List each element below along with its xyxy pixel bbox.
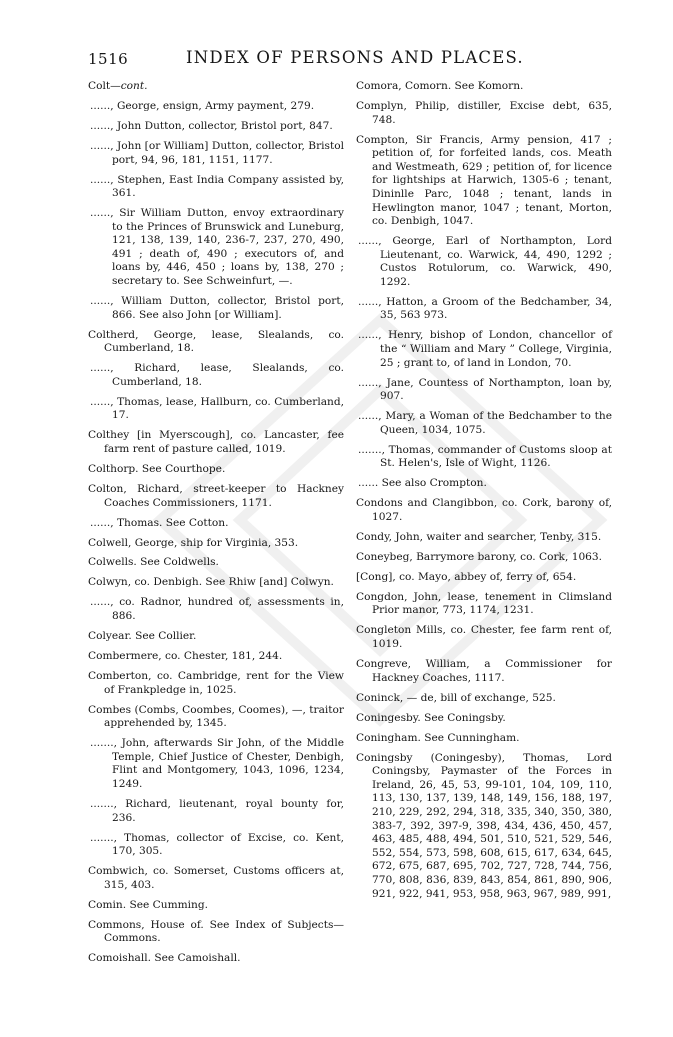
index-entry xyxy=(88,329,344,356)
index-entry xyxy=(88,362,344,389)
index-entry-text: Compton, Sir Francis, Army pension, 417 ; petition of, for forfeited lands, cos. Meath and Westmeath, 629 ; petition of, for licence for lightships at Harwich, 1305-6 ; tenant, Dininlle Parc, 1048 ; tenant, lands in Hewlington manor, 1047 ; tenant, Morton, co. Denbigh, 1047. xyxy=(356,133,612,228)
index-entry-text: ...... See also Crompton. xyxy=(358,477,487,490)
index-entry xyxy=(88,483,344,510)
index-entry xyxy=(356,712,612,726)
index-entry xyxy=(88,737,344,791)
index-entry xyxy=(88,80,344,94)
index-entry xyxy=(88,650,344,664)
index-entry xyxy=(88,537,344,551)
index-entry xyxy=(356,752,612,902)
index-entry-text: Coneybeg, Barrymore barony, co. Cork, 1063. xyxy=(356,550,603,563)
index-entry-text: ......, John [or William] Dutton, collector, Bristol port, 94, 96, 181, 1151, 1177. xyxy=(90,139,344,166)
index-entry xyxy=(356,444,612,471)
index-entry xyxy=(356,692,612,706)
index-entry-text: Combermere, co. Chester, 181, 244. xyxy=(88,650,283,663)
index-entry-text: Coningham. See Cunningham. xyxy=(356,731,520,744)
index-entry-text: Comberton, co. Cambridge, rent for the View of Frankpledge in, 1025. xyxy=(88,670,344,696)
index-entry xyxy=(356,497,612,524)
index-entry-text: [Cong], co. Mayo, abbey of, ferry of, 654. xyxy=(356,570,577,583)
index-entry xyxy=(88,295,344,322)
index-entry xyxy=(88,396,344,423)
index-entry xyxy=(356,80,612,94)
index-entry-text: Coninck, — de, bill of exchange, 525. xyxy=(356,691,556,704)
index-entry xyxy=(356,531,612,545)
index-entry-text: Combwich, co. Somerset, Customs officers at, 315, 403. xyxy=(88,865,344,891)
index-entry-text: Combes (Combs, Coombes, Coomes), —, traitor apprehended by, 1345. xyxy=(88,703,344,730)
index-entry-text: ......., Thomas, commander of Customs sloop at St. Helen's, Isle of Wight, 1126. xyxy=(358,443,612,470)
index-entry xyxy=(356,134,612,229)
index-entry-text: Colwyn, co. Denbigh. See Rhiw [and] Colwyn. xyxy=(88,576,334,589)
page-number: 1516 xyxy=(88,50,129,68)
index-entry-text: Colton, Richard, street-keeper to Hackney Coaches Commissioners, 1171. xyxy=(88,482,344,509)
index-entry-text: Condons and Clangibbon, co. Cork, barony of, 1027. xyxy=(356,497,612,523)
index-entry-text: Colthorp. See Courthope. xyxy=(88,462,226,475)
index-entry-text: Coningesby. See Coningsby. xyxy=(356,711,506,724)
index-entry xyxy=(88,517,344,531)
index-entry xyxy=(356,410,612,437)
index-entry-text: Congleton Mills, co. Chester, fee farm rent of, 1019. xyxy=(356,624,612,651)
index-entry xyxy=(356,658,612,685)
index-entry xyxy=(88,865,344,892)
index-entry xyxy=(88,704,344,731)
index-entry-text: Congreve, William, a Commissioner for Hackney Coaches, 1117. xyxy=(356,658,612,684)
index-entry xyxy=(88,100,344,114)
index-entry-text: Comora, Comorn. See Komorn. xyxy=(356,80,524,92)
index-entry-text: ......, Henry, bishop of London, chancellor of the “ William and Mary ” College, Virginia, 25 ; grant to, of land in London, 70. xyxy=(358,329,612,369)
index-entry-text: ......., Richard, lieutenant, royal bounty for, 236. xyxy=(90,797,344,824)
left-column xyxy=(88,80,344,972)
index-entry-text: Coningsby (Coningesby), Thomas, Lord Coningsby, Paymaster of the Forces in Ireland, 26, 45, 53, 99-101, 104, 109, 110, 113, 130, 137, 139, 148, 149, 156, 188, 197, 210, 229, 292, 294, 318, 335, 340, 350, 380, 383-7, 392, 397-9, 398, 434, 436, 450, 457, 463, 485, 488, 494, 501, 510, 521, 529, 546, 552, 554, 573, 598, 608, 615, 617, 634, 645, 672, 675, 687, 695, 702, 727, 728, 744, 756, 770, 808, 836, 839, 843, 854, 861, 890, 906, 921, 922, 941, 953, 958, 963, 967, 989, 991, xyxy=(356,751,612,900)
index-entry xyxy=(88,120,344,134)
index-entry xyxy=(88,174,344,201)
index-entry-text: ......, Thomas. See Cotton. xyxy=(90,516,229,529)
index-entry-text: ......, George, Earl of Northampton, Lord Lieutenant, co. Warwick, 44, 490, 1292 ; Custos Rotulorum, co. Warwick, 490, 1292. xyxy=(358,235,612,288)
index-entry xyxy=(356,329,612,370)
index-entry xyxy=(88,576,344,590)
index-entry-text: Condy, John, waiter and searcher, Tenby, 315. xyxy=(356,530,602,543)
index-entry xyxy=(88,596,344,623)
index-entry-text: Comoishall. See Camoishall. xyxy=(88,952,241,965)
index-entry-text: ......, Stephen, East India Company assisted by, 361. xyxy=(90,173,344,200)
right-column xyxy=(356,80,612,907)
index-entry xyxy=(88,919,344,946)
index-entry xyxy=(356,100,612,127)
index-entry-text: ......, Thomas, lease, Hallburn, co. Cumberland, 17. xyxy=(90,395,344,422)
index-entry-text: Comin. See Cumming. xyxy=(88,898,209,911)
index-entry-text: ......, John Dutton, collector, Bristol port, 847. xyxy=(90,119,333,132)
index-entry xyxy=(88,952,344,966)
index-entry xyxy=(88,798,344,825)
index-entry-text: Colwells. See Coldwells. xyxy=(88,556,219,569)
index-entry xyxy=(356,477,612,491)
index-entry-text: Congdon, John, lease, tenement in Climsland Prior manor, 773, 1174, 1231. xyxy=(356,590,612,617)
index-entry xyxy=(88,207,344,289)
index-entry-text: ......, Mary, a Woman of the Bedchamber to the Queen, 1034, 1075. xyxy=(358,410,612,436)
index-entry xyxy=(88,832,344,859)
index-entry-text: Coltherd, George, lease, Slealands, co. Cumberland, 18. xyxy=(88,328,344,355)
index-entry-italic: cont. xyxy=(120,80,148,92)
index-entry xyxy=(88,429,344,456)
index-entry-text: ......, Richard, lease, Slealands, co. Cumberland, 18. xyxy=(90,362,344,388)
index-entry xyxy=(88,463,344,477)
index-entry xyxy=(356,296,612,323)
index-entry xyxy=(356,591,612,618)
index-entry xyxy=(356,551,612,565)
index-entry xyxy=(88,899,344,913)
index-entry-text: ......, Hatton, a Groom of the Bedchamber, 34, 35, 563 973. xyxy=(358,295,612,322)
index-entry-text: Complyn, Philip, distiller, Excise debt, 635, 748. xyxy=(356,99,612,126)
index-entry xyxy=(88,556,344,570)
index-entry-text: ......, William Dutton, collector, Bristol port, 866. See also John [or William]. xyxy=(90,295,344,321)
index-entry xyxy=(88,670,344,697)
index-entry-text: ......., Thomas, collector of Excise, co. Kent, 170, 305. xyxy=(90,831,344,858)
index-entry-text: ......, co. Radnor, hundred of, assessments in, 886. xyxy=(90,596,344,623)
index-entry xyxy=(356,624,612,651)
index-entry-text: Colt— xyxy=(88,80,121,92)
index-entry-text: Colwell, George, ship for Virginia, 353. xyxy=(88,536,299,549)
index-entry-text: Colthey [in Myerscough], co. Lancaster, fee farm rent of pasture called, 1019. xyxy=(88,429,344,455)
index-entry xyxy=(356,377,612,404)
index-entry-text: Colyear. See Collier. xyxy=(88,630,197,643)
index-entry xyxy=(88,140,344,167)
index-entry-text: ......., John, afterwards Sir John, of the Middle Temple, Chief Justice of Chester, Denbigh, Flint and Montgomery, 1043, 1096, 1234, 1249. xyxy=(90,737,344,790)
index-entry xyxy=(88,630,344,644)
index-entry-text: ......, Sir William Dutton, envoy extraordinary to the Princes of Brunswick and Luneburg, 121, 138, 139, 140, 236-7, 237, 270, 490, 491 ; death of, 490 ; executors of, and loans by, 446, 450 ; loans by, 138, 270 ; secretary to. See Schweinfurt, —. xyxy=(90,207,344,288)
index-entry xyxy=(356,235,612,289)
index-entry-text: ......, George, ensign, Army payment, 279. xyxy=(90,99,315,112)
index-entry xyxy=(356,571,612,585)
running-header: INDEX OF PERSONS AND PLACES. xyxy=(186,48,524,67)
index-entry-text: Commons, House of. See Index of Subjects—Commons. xyxy=(88,918,344,945)
index-entry-text: ......, Jane, Countess of Northampton, loan by, 907. xyxy=(358,376,612,403)
index-entry xyxy=(356,732,612,746)
